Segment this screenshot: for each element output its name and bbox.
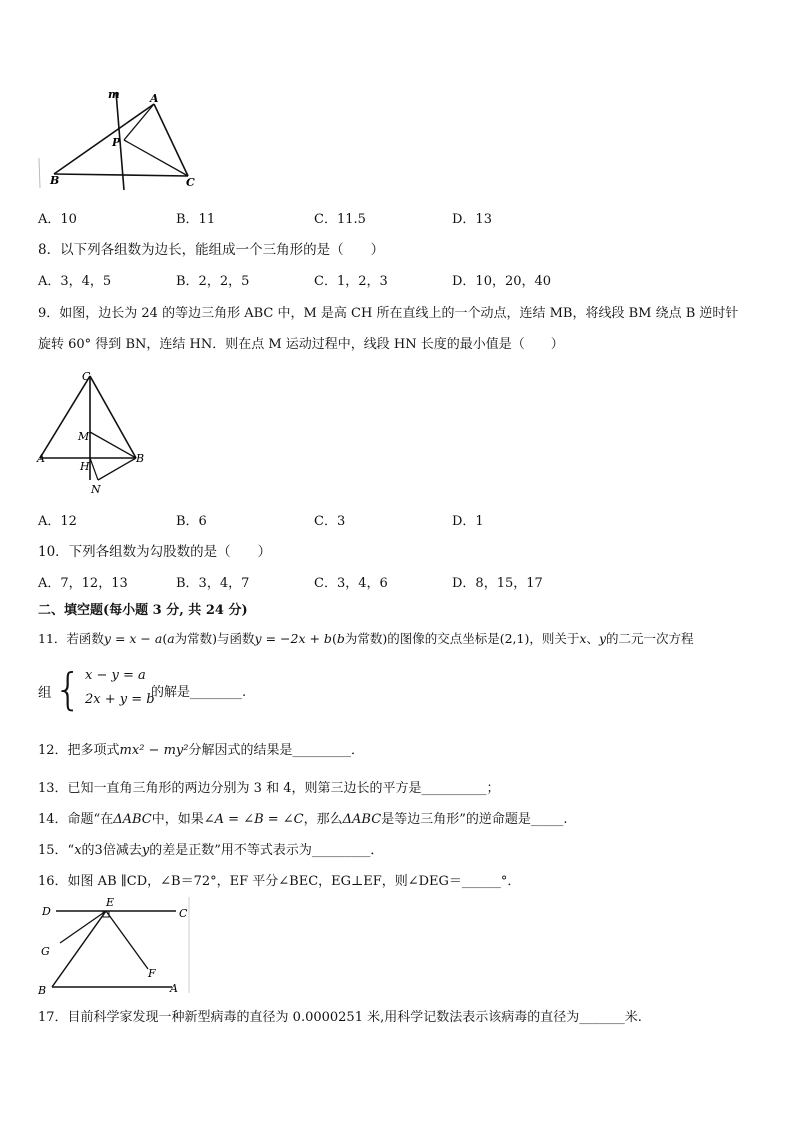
q11-var-y: y [598,631,606,646]
q9-figure [36,362,148,498]
q7-label-m: m [108,88,120,101]
q11-tail: 的解是________. [151,685,247,700]
q7-option-b[interactable]: B．11 [176,212,216,227]
q12-question [38,739,364,758]
q11-text-5: 为常数)的图像的交点坐标是(2,1)，则关于 [344,631,580,646]
q11-text-6: 、 [586,631,599,646]
q14-angles: ∠A = ∠B = ∠C [203,812,304,827]
q8-option-b[interactable]: B．2，2，5 [176,274,250,289]
q9-option-a[interactable]: A．12 [38,514,77,529]
q12-text-1: 12．把多项式 [38,743,120,758]
q11-equation-2: 2x + y = b [85,692,155,707]
q16-figure [36,893,196,997]
q11-text-1: 11．若函数 [38,631,104,646]
q15-var-y: y [141,843,150,858]
q12-expression: mx² − my² [119,743,189,758]
q14-text-4: 是等边三角形”的逆命题是_____. [381,812,568,827]
q7-option-c[interactable]: C．11.5 [314,212,366,227]
q15-text-1: 15．“ [38,843,75,858]
q8-option-c[interactable]: C．1，2，3 [314,274,388,289]
q11-text-7: 的二元一次方程 [606,631,694,646]
q11-equation-1: x − y = a [85,668,146,683]
q12-text-2: 分解因式的结果是_________． [188,743,364,758]
q7-label-B: B [50,174,60,187]
q16-label-G: G [41,945,50,958]
q7-figure [36,88,206,194]
q11-text-4: ( [331,631,337,646]
q14-text-3: ，那么 [303,812,343,827]
q10-option-a[interactable]: A．7，12，13 [38,576,128,591]
q11-brace: { [54,664,82,715]
q10-option-b[interactable]: B．3，4，7 [176,576,250,591]
q11-question [38,629,694,647]
q16-question: 16．如图 AB ∥CD，∠B＝72°，EF 平分∠BEC，EG⊥EF，则∠DEG＝______°． [38,874,521,889]
q11-group-label: 组 [38,685,52,701]
q17-question: 17．目前科学家发现一种新型病毒的直径为 0.0000251 米,用科学记数法表示该病毒的直径为_______米. [38,1010,642,1025]
q16-label-C: C [179,907,188,920]
q15-var-x: x [74,843,82,858]
q7-option-d[interactable]: D．13 [452,212,492,227]
q11-var-b: b [336,631,345,646]
q14-question [38,808,567,827]
q16-label-F: F [148,967,156,980]
section-heading-fill-in: 二、填空题(每小题 3 分, 共 24 分) [38,603,248,618]
q9-question-line1: 9．如图，边长为 24 的等边三角形 ABC 中，M 是高 CH 所在直线上的一个动点，连结 MB，将线段 BM 绕点 B 逆时针 [38,306,739,321]
q15-text-2: 的3倍减去 [81,843,142,858]
q10-option-d[interactable]: D．8，15，17 [452,576,543,591]
q16-label-A: A [170,982,178,995]
q8-option-a[interactable]: A．3，4，5 [38,274,112,289]
q9-label-B: B [136,452,145,465]
q7-label-A: A [150,92,159,105]
q9-label-C: C [82,370,91,383]
q16-label-E: E [106,896,115,909]
q11-text-3: 为常数)与函数 [174,631,255,646]
q16-label-D: D [42,905,51,918]
q15-question [38,839,383,858]
q13-question: 13．已知一直角三角形的两边分别为 3 和 4，则第三边长的平方是__________； [38,781,500,796]
q11-function-2: y = −2x + b [254,631,332,646]
q8-question: 8．以下列各组数为边长，能组成一个三角形的是（ ） [38,242,385,258]
q7-label-C: C [186,176,195,189]
q9-question-line2: 旋转 60° 得到 BN，连结 HN．则在点 M 运动过程中，线段 HN 长度的最小值是（ ） [38,337,564,352]
q11-var-a: a [167,631,175,646]
q9-label-M: M [78,430,90,443]
q9-option-d[interactable]: D．1 [452,514,484,529]
q7-label-P: P [112,136,121,149]
q9-label-N: N [91,483,101,496]
q10-question: 10．下列各组数为勾股数的是（ ） [38,544,272,560]
q9-label-H: H [80,460,90,473]
q9-label-A: A [37,452,45,465]
q15-text-3: 的差是正数”用不等式表示为_________． [149,843,384,858]
q11-text-2: ( [162,631,168,646]
q16-label-B: B [38,984,47,997]
q14-triangle-1: ΔABC [113,812,152,827]
q10-option-c[interactable]: C．3，4，6 [314,576,388,591]
q8-option-d[interactable]: D．10，20，40 [452,274,552,289]
q11-var-x: x [579,631,587,646]
q14-triangle-2: ΔABC [342,812,382,827]
q9-option-c[interactable]: C．3 [314,514,346,529]
q9-option-b[interactable]: B．6 [176,514,207,529]
q7-option-a[interactable]: A．10 [38,212,77,227]
q14-text-1: 14．命题“在 [38,812,114,827]
q11-function-1: y = x − a [103,631,163,646]
q14-text-2: 中，如果 [151,812,204,827]
